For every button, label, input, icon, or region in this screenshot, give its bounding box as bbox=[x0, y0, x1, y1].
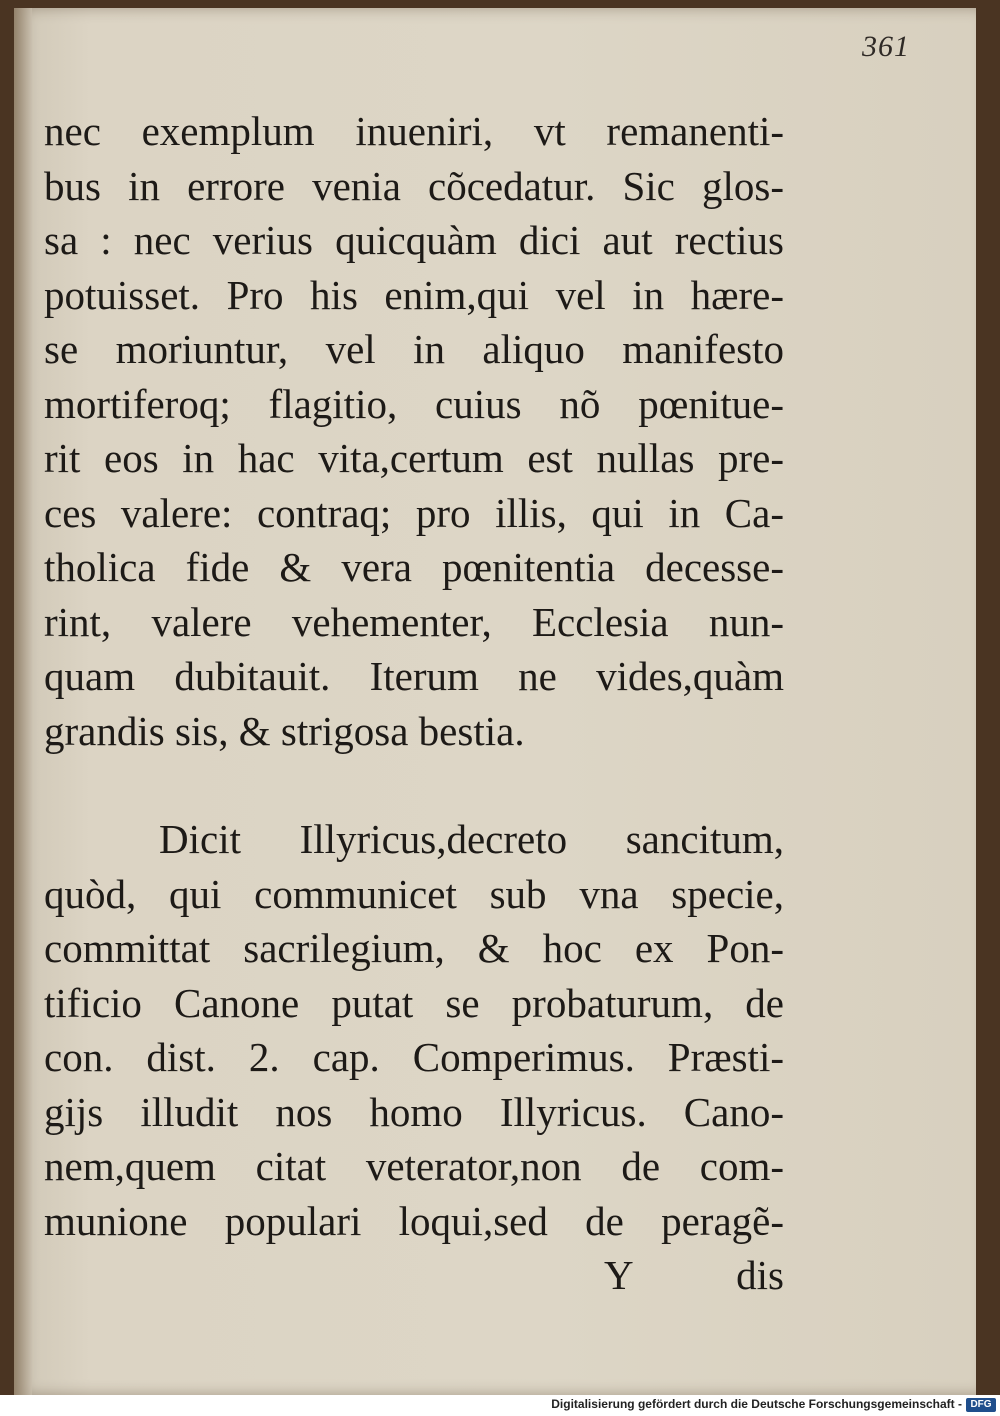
text-line: munione populari loqui,sed de peragẽ- bbox=[44, 1197, 784, 1244]
text-line: con. dist. 2. cap. Comperimus. Præsti- bbox=[44, 1034, 784, 1080]
text-line: quam dubitauit. Iterum ne vides,quàm bbox=[44, 653, 784, 699]
paper-page bbox=[14, 8, 976, 1395]
text-line: quòd, qui communicet sub vna specie, bbox=[44, 870, 784, 917]
signature-line bbox=[44, 1248, 784, 1303]
paragraph-gap bbox=[44, 758, 784, 812]
text-line: grandis sis, & strigosa bestia. bbox=[44, 707, 525, 754]
funding-credit: Digitalisierung gefördert durch die Deutsche Forschungsgemeinschaft - bbox=[551, 1397, 962, 1411]
text-line: tholica fide & vera pœnitentia decesse- bbox=[44, 544, 784, 590]
text-line: tificio Canone putat se probaturum, de bbox=[44, 979, 784, 1026]
folio-number: 361 bbox=[862, 30, 910, 63]
dfg-logo: DFG bbox=[966, 1398, 996, 1412]
text-line: Dicit Illyricus,decreto sancitum, bbox=[159, 816, 784, 862]
text-line: se moriuntur, vel in aliquo manifesto bbox=[44, 326, 784, 372]
text-line: nec exemplum inueniri, vt remanenti- bbox=[44, 108, 784, 154]
text-line: bus in errore venia cõcedatur. Sic glos- bbox=[44, 162, 784, 209]
signature-mark: Y bbox=[604, 1252, 634, 1298]
catchword: dis bbox=[736, 1252, 784, 1298]
text-line: rit eos in hac vita,certum est nullas pre- bbox=[44, 435, 784, 481]
text-line: mortiferoq; flagitio, cuius nõ pœnitue- bbox=[44, 380, 784, 427]
body-text bbox=[44, 104, 784, 1303]
text-line: sa : nec verius quicquàm dici aut rectius bbox=[44, 217, 784, 263]
text-line: committat sacrilegium, & hoc ex Pon- bbox=[44, 925, 784, 971]
text-line: nem,quem citat veterator,non de com- bbox=[44, 1143, 784, 1189]
text-line: ces valere: contraq; pro illis, qui in Ca- bbox=[44, 489, 784, 536]
text-line: rint, valere vehementer, Ecclesia nun- bbox=[44, 598, 784, 645]
text-line: potuisset. Pro his enim,qui vel in hære- bbox=[44, 271, 784, 318]
digitization-footer bbox=[0, 1395, 1000, 1416]
text-line: gijs illudit nos homo Illyricus. Cano- bbox=[44, 1088, 784, 1135]
